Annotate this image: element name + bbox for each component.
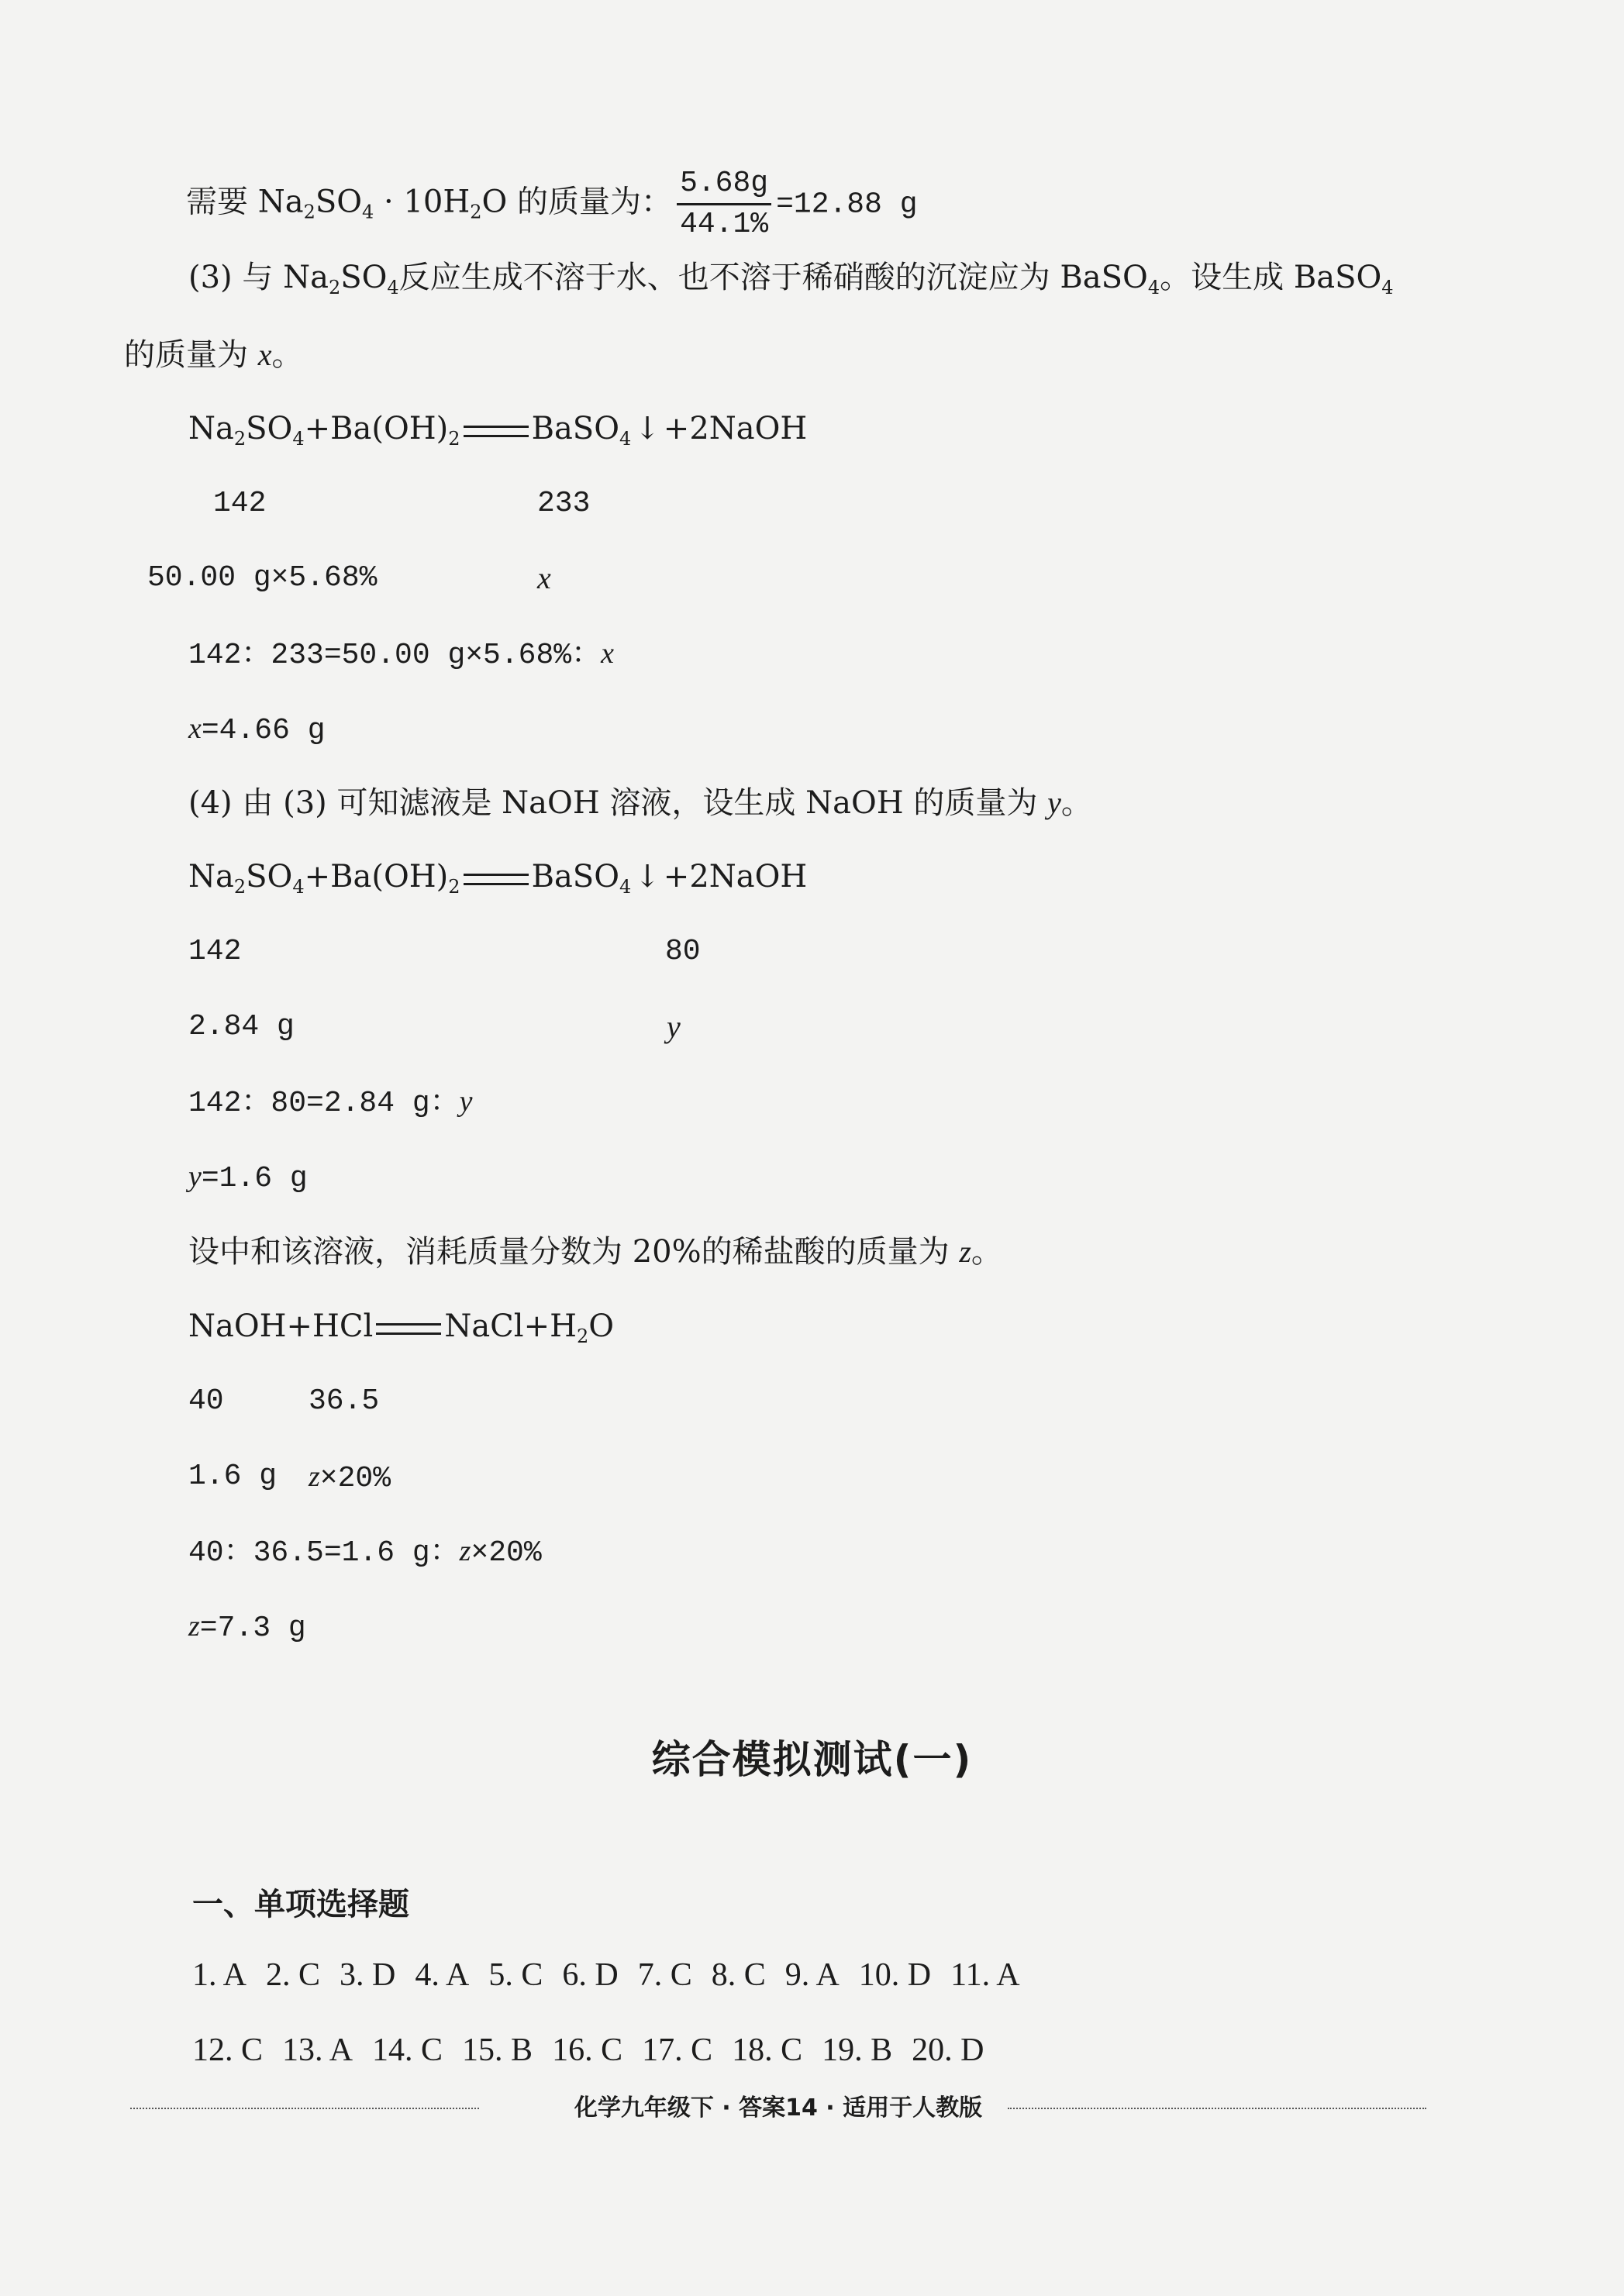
proportion-line: 142：233=50.00 g×5.68%：x (188, 637, 614, 672)
ratio-row: 2.84 g (188, 1010, 295, 1043)
ratio-row: 40 (188, 1384, 224, 1418)
variable: y (667, 1009, 681, 1044)
chemical-equation-2: $Na_2SO_4+Ba(OH)_2$ BaSO$_4$ ↓ +2NaOH (188, 855, 807, 898)
ratio-row: 142 (188, 935, 242, 968)
answer-item: 15. B (462, 2032, 533, 2068)
answer-item: 12. C (192, 2032, 264, 2068)
page-footer (130, 2089, 1426, 2128)
answer-item: 20. D (912, 2032, 984, 2068)
answer-item: 9. A (784, 1957, 840, 1993)
ratio-row: z×20% (309, 1460, 391, 1495)
section-heading: 一、单项选择题 (192, 1887, 409, 1922)
ratio-row: 36.5 (309, 1384, 380, 1418)
answer-item: 14. C (372, 2032, 443, 2068)
answers-row-2 (192, 2029, 1003, 2072)
proportion-line: 40：36.5=1.6 g：z×20% (188, 1535, 542, 1570)
answer-item: 8. C (711, 1957, 766, 1993)
result-line: z=7.3 g (188, 1610, 306, 1645)
answer-item: 17. C (642, 2032, 713, 2068)
ratio-row: 50.00 g×5.68% (147, 561, 378, 595)
chemical-equation-3: NaOH+HCl $NaCl+H_2O$ (188, 1308, 615, 1347)
paragraph-3-line-1: (3) 与 $Na_2SO_4$反应生成不溶于水、也不溶于稀硝酸的沉淀应为 BaSO$_4$。设生成 BaSO$_4$ (188, 260, 1394, 298)
answer-item: 10. D (858, 1957, 932, 1993)
proportion-line: 142：80=2.84 g：y (188, 1085, 473, 1120)
answers-row-1 (192, 1953, 1040, 1997)
answer-item: 19. B (822, 2032, 893, 2068)
answer-item: 5. C (488, 1957, 543, 1993)
fraction: $\frac{5.68g}{44.1\%}$ (677, 164, 771, 244)
paragraph-3-line-2: 的质量为 x。 (124, 337, 303, 373)
equals-sign (464, 426, 529, 437)
ratio-row: 142 (213, 487, 267, 520)
ratio-row: 1.6 g (188, 1460, 278, 1493)
variable: x (537, 560, 551, 595)
equals-sign (376, 1323, 441, 1335)
paragraph-4: (4) 由 (3) 可知滤液是 NaOH 溶液，设生成 NaOH 的质量为 y。 (188, 785, 1092, 821)
answer-item: 16. C (552, 2032, 623, 2068)
answer-item: 18. C (732, 2032, 803, 2068)
answer-item: 4. A (415, 1957, 470, 1993)
answer-item: 2. C (266, 1957, 321, 1993)
precipitate-arrow: ↓ (634, 859, 660, 895)
precipitate-arrow: ↓ (634, 411, 660, 446)
ratio-row: 80 (665, 935, 701, 968)
ratio-row: 233 (537, 487, 591, 520)
answer-item: 7. C (637, 1957, 692, 1993)
neutralization-paragraph: 设中和该溶液，消耗质量分数为 20%的稀盐酸的质量为 z。 (188, 1234, 1002, 1270)
footer-text: 化学九年级下 · 答案14 · 适用于人教版 (564, 2094, 993, 2122)
answer-item: 6. D (562, 1957, 619, 1993)
answer-item: 13. A (282, 2032, 353, 2068)
result-line: y=1.6 g (188, 1160, 308, 1195)
answer-item: 3. D (340, 1957, 396, 1993)
result-line: x=4.66 g (188, 712, 326, 747)
mass-calculation-line: 需要 $Na_2SO_4 \cdot 10H_2O$ 的质量为： $\frac{5.68g}{44.1\%}$ =12.88 g (186, 164, 918, 244)
chemical-equation-1: $Na_2SO_4+Ba(OH)_2$ BaSO$_4$ ↓ +2NaOH (188, 407, 807, 450)
equals-sign (464, 874, 529, 885)
answer-item: 1. A (192, 1957, 247, 1993)
answer-item: 11. A (950, 1957, 1020, 1993)
section-title: 综合模拟测试(一) (651, 1737, 973, 1782)
